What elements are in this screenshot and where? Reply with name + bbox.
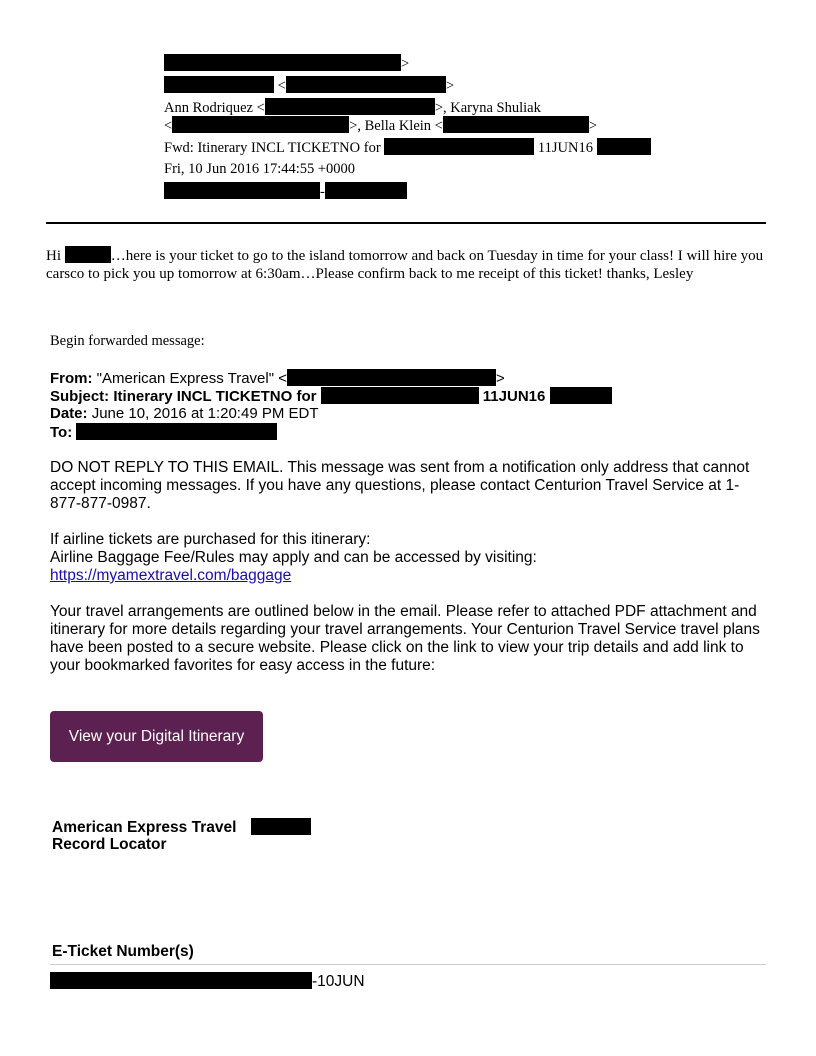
- redacted-block: [76, 423, 277, 440]
- record-locator-line1: American Express Travel: [52, 819, 237, 836]
- cc-text-b: >, Karyna Shuliak: [434, 100, 541, 116]
- angle-open: <: [277, 78, 286, 94]
- record-locator-label: [52, 818, 311, 837]
- redacted-block: [251, 818, 311, 835]
- intro-message: [46, 246, 766, 283]
- arrangements-paragraph: Your travel arrangements are outlined below in the email. Please refer to attached PDF attachment and itinerary for more details regarding your travel arrangements. Your Centurion Travel Service travel plans have been posted to a secure website. Please click on the link to view your trip details and add link to your bookmarked favorites for easy access in the future:: [50, 603, 760, 674]
- fwd-to-label: To:: [50, 424, 73, 441]
- cc-text-e: >: [588, 118, 598, 134]
- redacted-block: [443, 116, 589, 133]
- begin-forwarded-label: Begin forwarded message:: [50, 333, 205, 349]
- angle-close: >: [401, 56, 410, 72]
- fwd-to-row: [50, 423, 277, 442]
- baggage-line2: Airline Baggage Fee/Rules may apply and can be accessed by visiting:: [50, 549, 537, 566]
- to-value: [164, 76, 454, 95]
- header-divider: [46, 222, 766, 224]
- redacted-block: [325, 182, 407, 199]
- fwd-date-value: June 10, 2016 at 1:20:49 PM EDT: [91, 405, 319, 422]
- fwd-subject-label: Subject:: [50, 388, 110, 405]
- redacted-block: [597, 138, 651, 155]
- redacted-block: [550, 387, 612, 404]
- eticket-divider: [50, 964, 766, 965]
- fwd-from-value: "American Express Travel" <: [96, 370, 287, 387]
- redacted-block: [384, 138, 534, 155]
- redacted-block: [172, 116, 349, 133]
- redacted-block: [50, 972, 312, 989]
- notice-paragraph: DO NOT REPLY TO THIS EMAIL. This message was sent from a notification only address that cannot accept incoming messages. If you have any questions, please contact Centurion Travel Service at 1-877-877-0987.: [50, 459, 750, 512]
- redacted-block: [265, 98, 435, 115]
- cc-text-c: <: [164, 118, 173, 134]
- intro-text: …here is your ticket to go to the island tomorrow and back on Tuesday in time for your class! I will hire you carsco to pick you up tomorrow at 6:30am…Please confirm back to me receipt of this ticket! thanks, Lesley: [46, 248, 764, 282]
- subject-text-a: Fwd: Itinerary INCL TICKETNO for: [164, 140, 381, 156]
- redacted-block: [65, 246, 111, 263]
- fwd-subject-row: [50, 387, 612, 406]
- fwd-subject-text-b: 11JUN16: [482, 388, 546, 405]
- cc-text-d: >, Bella Klein <: [349, 118, 443, 134]
- view-digital-itinerary-button[interactable]: View your Digital Itinerary: [50, 711, 263, 762]
- attachments-value[interactable]: [164, 182, 407, 201]
- cc-value-line1: [164, 98, 541, 117]
- fwd-from-row: [50, 369, 505, 388]
- greeting: Hi: [46, 248, 61, 264]
- baggage-link[interactable]: https://myamextravel.com/baggage: [50, 567, 292, 584]
- fwd-from-label: From:: [50, 370, 93, 387]
- subject-text-b: 11JUN16: [537, 140, 593, 156]
- redacted-block: [164, 76, 274, 93]
- cc-value-line2: [164, 116, 597, 135]
- record-locator-line2: Record Locator: [52, 836, 167, 853]
- fwd-from-close: >: [495, 370, 505, 387]
- fwd-date-row: [50, 405, 319, 423]
- date-value: Fri, 10 Jun 2016 17:44:55 +0000: [164, 161, 356, 177]
- baggage-paragraph: [50, 531, 760, 585]
- cc-text-a: Ann Rodriquez <: [164, 100, 265, 116]
- eticket-suffix: -10JUN: [312, 973, 365, 990]
- angle-close: >: [445, 78, 454, 94]
- eticket-label: E-Ticket Number(s): [52, 943, 194, 960]
- attachment-dash: -: [320, 184, 325, 200]
- fwd-date-label: Date:: [50, 405, 88, 422]
- redacted-block: [286, 76, 446, 93]
- subject-value: [164, 138, 651, 157]
- redacted-block: [321, 387, 479, 404]
- redacted-block: [164, 54, 401, 71]
- redacted-block: [164, 182, 320, 199]
- redacted-block: [287, 369, 496, 386]
- baggage-line1: If airline tickets are purchased for this itinerary:: [50, 531, 371, 548]
- eticket-value: [50, 972, 365, 991]
- from-value: [164, 54, 409, 73]
- fwd-subject-text-a: Itinerary INCL TICKETNO for: [113, 388, 317, 405]
